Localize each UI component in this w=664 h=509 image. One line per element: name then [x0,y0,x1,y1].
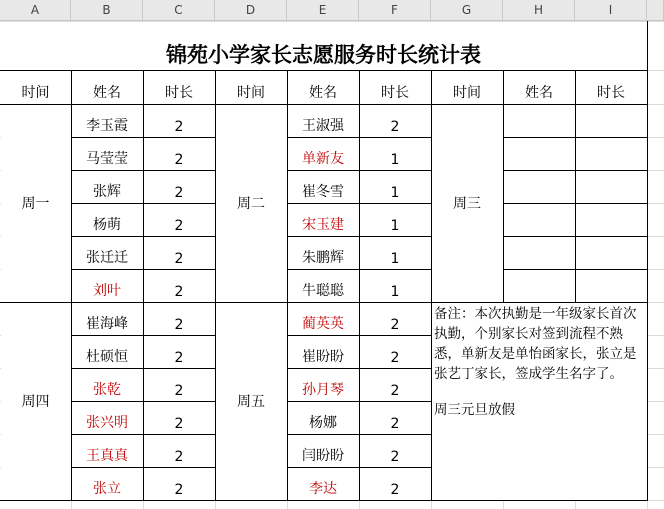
column-header-f[interactable]: F [359,0,431,21]
hours-cell[interactable]: 2 [390,350,400,366]
hours-cell[interactable]: 2 [174,218,184,234]
name-cell[interactable]: 孙月琴 [302,382,344,398]
name-cell[interactable]: 张辉 [93,184,121,200]
name-cell[interactable]: 王真真 [86,448,128,464]
name-cell[interactable]: 杨娜 [309,415,337,431]
sheet-title: 锦苑小学家长志愿服务时长统计表 [166,42,481,67]
name-cell[interactable]: 闫盼盼 [302,448,344,464]
holiday-note: 周三元旦放假 [434,402,515,418]
name-cell[interactable]: 单新友 [302,151,344,167]
header-cell[interactable]: 时长 [381,85,409,101]
column-header-e[interactable]: E [287,0,359,21]
name-cell[interactable]: 崔冬雪 [302,184,344,200]
name-cell[interactable]: 王淑强 [302,118,344,134]
hours-cell[interactable]: 2 [390,416,400,432]
remarks-text: 备注：本次执勤是一年级家长首次执勤，个别家长对签到流程不熟悉，单新友是单怡函家长，张立是张艺丁家长，签成学生名字了。 [434,306,637,382]
day-cell-fri[interactable]: 周五 [237,394,265,410]
header-cell[interactable]: 时间 [237,85,265,101]
hours-cell[interactable]: 1 [390,218,400,234]
hours-cell[interactable]: 2 [390,482,400,498]
hours-cell[interactable]: 1 [390,152,400,168]
hours-cell[interactable]: 2 [390,317,400,333]
hours-cell[interactable]: 1 [390,251,400,267]
hours-cell[interactable]: 2 [174,152,184,168]
hours-cell[interactable]: 2 [390,119,400,135]
name-cell[interactable]: 崔盼盼 [302,349,344,365]
remarks-cell[interactable] [432,302,646,498]
table-border [647,21,648,501]
name-cell[interactable]: 宋玉建 [302,217,344,233]
name-cell[interactable]: 张立 [93,481,121,497]
table-border [503,70,504,303]
header-cell[interactable]: 时间 [21,85,50,101]
day-cell-tue[interactable]: 周二 [237,196,265,212]
hours-cell[interactable]: 2 [390,383,400,399]
hours-cell[interactable]: 2 [174,482,184,498]
column-header-b[interactable]: B [71,0,143,21]
day-cell-wed[interactable]: 周三 [453,196,481,212]
header-cell[interactable]: 时间 [453,85,481,101]
hours-cell[interactable]: 2 [174,284,184,300]
hours-cell[interactable]: 2 [174,416,184,432]
header-cell[interactable]: 时长 [165,85,193,101]
column-header-d[interactable]: D [215,0,287,21]
header-cell[interactable]: 姓名 [93,85,121,101]
name-cell[interactable]: 李达 [309,481,337,497]
name-cell[interactable]: 李玉霞 [86,118,128,134]
hours-cell[interactable]: 2 [174,317,184,333]
name-cell[interactable]: 崔海峰 [86,316,128,332]
hours-cell[interactable]: 2 [174,119,184,135]
name-cell[interactable]: 张兴明 [86,415,128,431]
day-cell-thu[interactable]: 周四 [21,394,50,410]
hours-cell[interactable]: 2 [174,251,184,267]
hours-cell[interactable]: 2 [174,383,184,399]
name-cell[interactable]: 张乾 [93,382,121,398]
day-cell-mon[interactable]: 周一 [21,196,50,212]
column-header-c[interactable]: C [143,0,215,21]
name-cell[interactable]: 朱鹏辉 [302,250,344,266]
hours-cell[interactable]: 2 [390,449,400,465]
column-header-g[interactable]: G [431,0,503,21]
hours-cell[interactable]: 2 [174,185,184,201]
column-header-i[interactable]: I [575,0,647,21]
hours-cell[interactable]: 2 [174,350,184,366]
name-cell[interactable]: 张迁迁 [86,250,128,266]
name-cell[interactable]: 牛聪聪 [302,283,344,299]
hours-cell[interactable]: 1 [390,284,400,300]
name-cell[interactable]: 刘叶 [93,283,121,299]
header-cell[interactable]: 时长 [597,85,625,101]
name-cell[interactable]: 马莹莹 [86,151,128,167]
name-cell[interactable]: 杨萌 [93,217,121,233]
hours-cell[interactable]: 2 [174,449,184,465]
column-header-blank [647,0,664,21]
column-header-a[interactable]: A [0,0,71,21]
header-cell[interactable]: 姓名 [309,85,337,101]
name-cell[interactable]: 蔺英英 [302,316,344,332]
table-border [575,70,576,303]
table-border [0,500,648,501]
header-cell[interactable]: 姓名 [525,85,553,101]
name-cell[interactable]: 杜硕恒 [86,349,128,365]
hours-cell[interactable]: 1 [390,185,400,201]
column-header-h[interactable]: H [503,0,575,21]
